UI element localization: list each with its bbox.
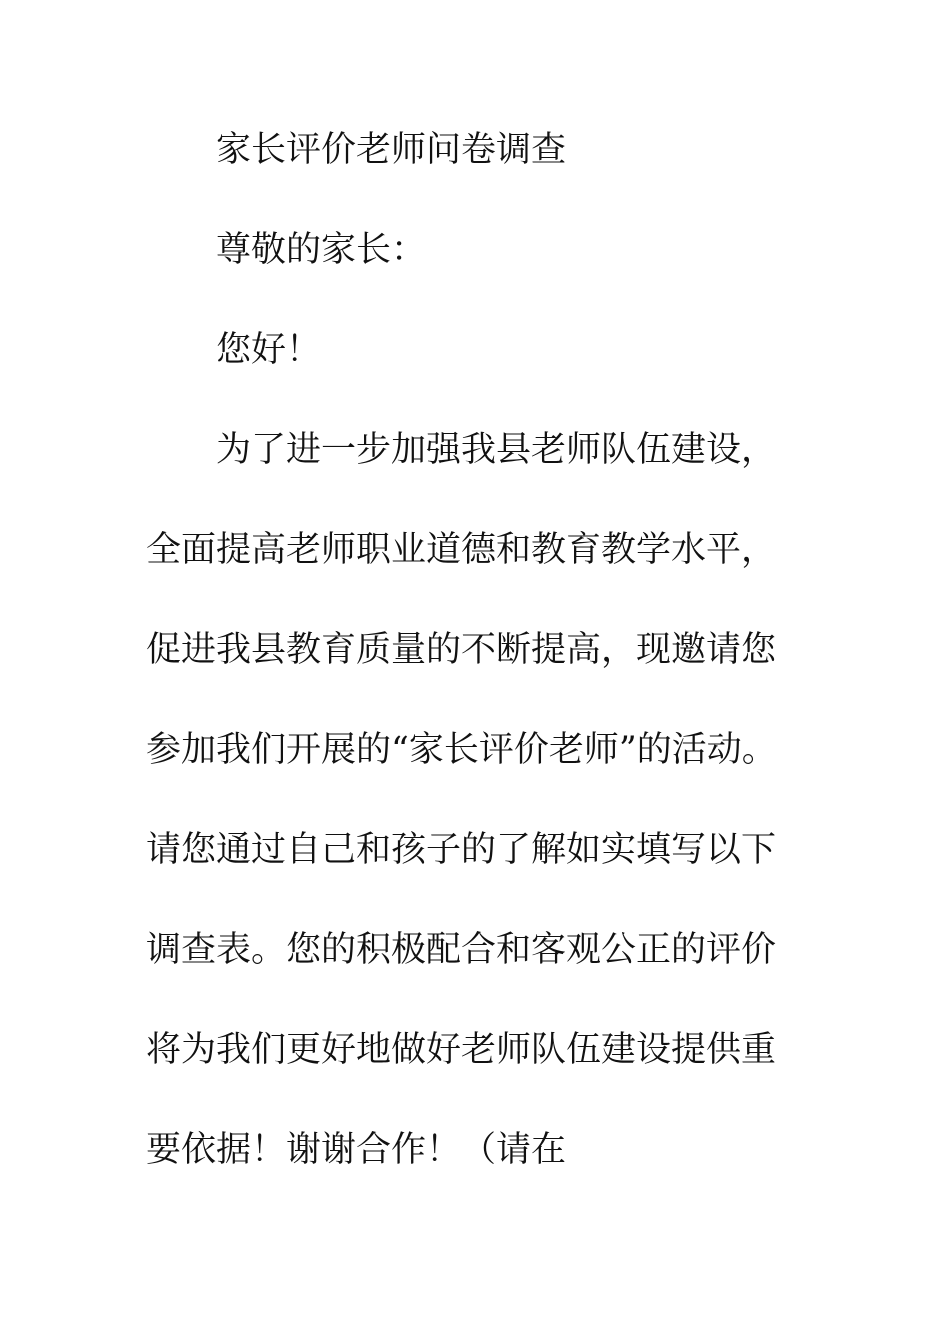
document-title: 家长评价老师问卷调查	[216, 130, 567, 170]
paragraph-line: 为了进一步加强我县老师队伍建设，	[216, 430, 777, 470]
paragraph-line: 调查表。您的积极配合和客观公正的评价	[146, 930, 777, 970]
greeting: 您好！	[216, 330, 322, 370]
paragraph-line: 要依据！谢谢合作！（请在	[146, 1130, 567, 1170]
paragraph-line: 将为我们更好地做好老师队伍建设提供重	[146, 1030, 777, 1070]
paragraph-line: 全面提高老师职业道德和教育教学水平，	[146, 530, 777, 570]
paragraph-line: 促进我县教育质量的不断提高，现邀请您	[146, 630, 777, 670]
salutation: 尊敬的家长：	[216, 230, 427, 270]
paragraph-line: 请您通过自己和孩子的了解如实填写以下	[146, 830, 777, 870]
paragraph-line: 参加我们开展的“家长评价老师”的活动。	[146, 730, 777, 770]
